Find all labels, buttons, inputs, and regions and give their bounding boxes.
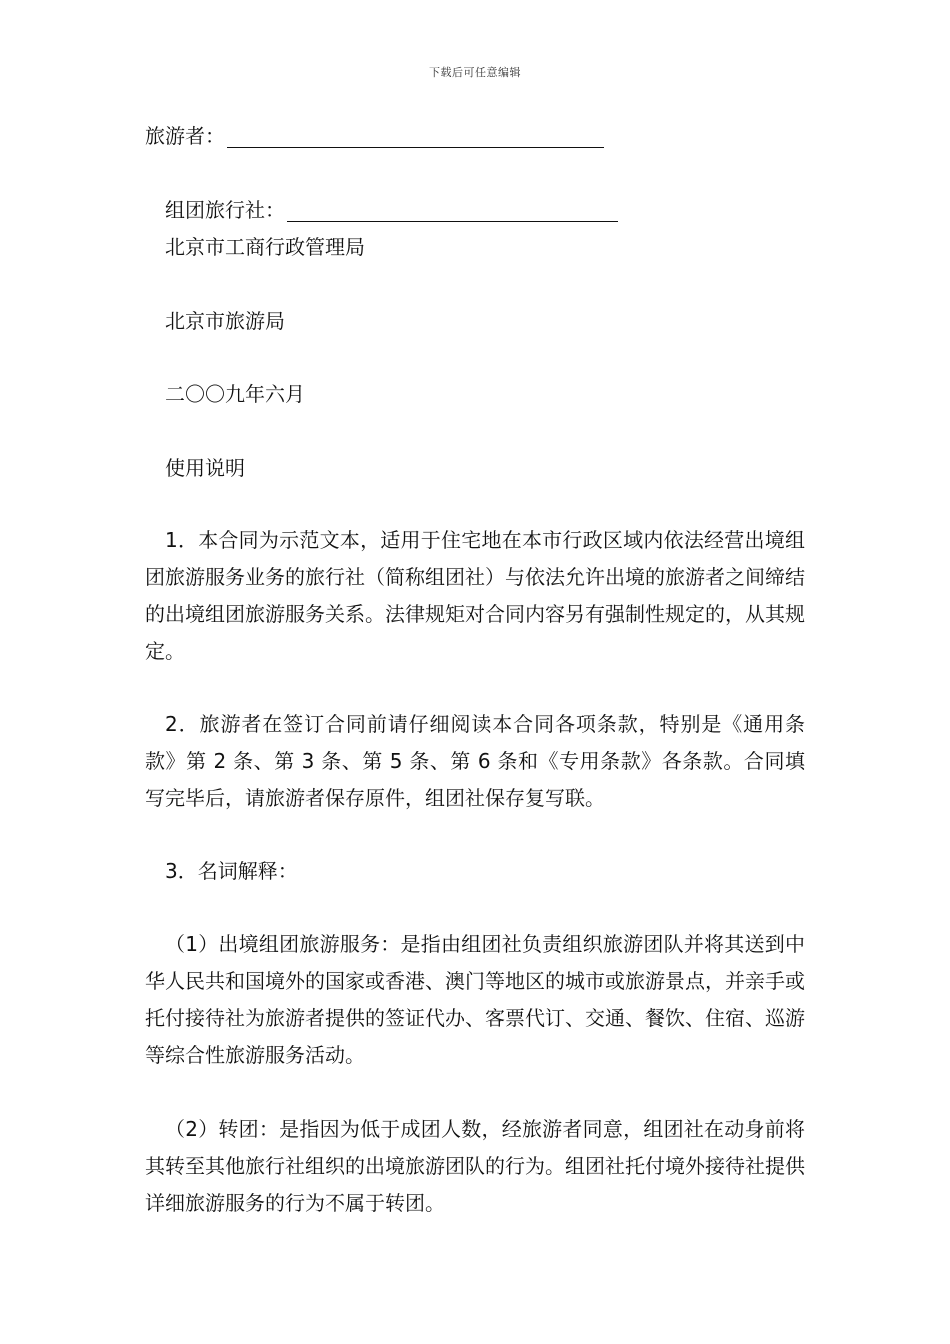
issuer-aic: 北京市工商行政管理局	[165, 235, 365, 259]
instruction-paragraph: 3．名词解释：	[165, 859, 298, 883]
issue-date: 二〇〇九年六月	[165, 382, 305, 406]
instructions-title: 使用说明	[165, 456, 245, 480]
definition-paragraph: （1）出境组团旅游服务：是指由组团社负责组织旅游团队并将其送到中华人民共和国境外的国家或香港、澳门等地区的城市或旅游景点，并亲手或托付接待社为旅游者提供的签证代办、客票代订、交通、餐饮、住宿、巡游等综合性旅游服务活动。	[145, 932, 805, 1067]
instruction-paragraph: 2．旅游者在签订合同前请仔细阅读本合同各项条款，特别是《通用条款》第 2 条、第 3 条、第 5 条、第 6 条和《专用条款》各条款。合同填写完毕后，请旅游者保存原件，组团社保存复写联。	[145, 712, 805, 810]
instruction-paragraph: 1．本合同为示范文本，适用于住宅地在本市行政区域内依法经营出境组团旅游服务业务的旅行社（简称组团社）与依法允许出境的旅游者之间缔结的出境组团旅游服务关系。法律规矩对合同内容另有强制性规定的，从其规定。	[145, 528, 805, 663]
traveler-label: 旅游者：	[145, 124, 225, 148]
definition-paragraph: （2）转团：是指因为低于成团人数，经旅游者同意，组团社在动身前将其转至其他旅行社组织的出境旅游团队的行为。组团社托付境外接待社提供详细旅游服务的行为不属于转团。	[145, 1117, 805, 1215]
traveler-blank-line[interactable]	[227, 127, 604, 148]
agency-blank-line[interactable]	[287, 201, 618, 222]
issuer-tourism: 北京市旅游局	[165, 309, 285, 333]
traveler-field	[145, 124, 604, 148]
agency-label: 组团旅行社：	[165, 198, 285, 222]
header-note: 下载后可任意编辑	[429, 66, 521, 79]
agency-field	[165, 198, 618, 222]
